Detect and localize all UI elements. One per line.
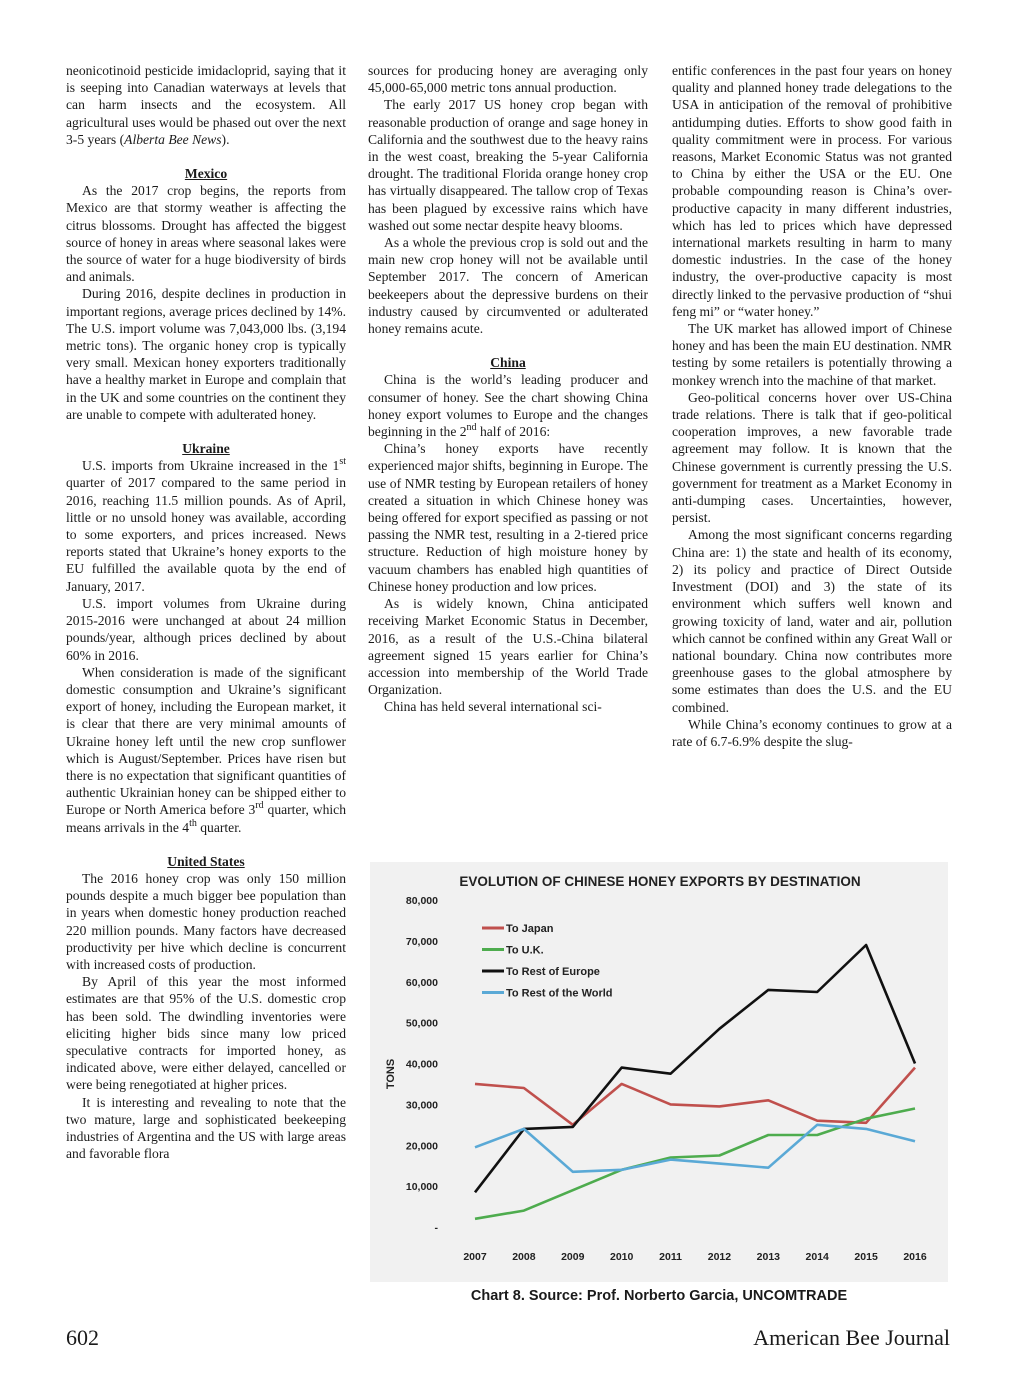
- page-number: 602: [66, 1325, 99, 1350]
- paragraph: It is interesting and revealing to note that the two mature, large and sophisticated beekeeping industries of Argentina and the US with large areas and favorable flora: [66, 1094, 346, 1162]
- y-tick-label: 80,000: [405, 895, 438, 907]
- section-heading-united-states: United States: [167, 853, 245, 869]
- series-line-to-rest-of-the-world: [475, 1125, 915, 1172]
- column-2: [368, 62, 648, 716]
- section-heading-ukraine: Ukraine: [182, 441, 230, 457]
- x-axis-ticks: [463, 1251, 927, 1263]
- paragraph: The 2016 honey crop was only 150 million pounds despite a much bigger bee population than in years when domestic honey production reached 220 million pounds. Many factors have decreased productivity per hive which decline is concurrent with increased costs of production.: [66, 870, 346, 972]
- x-tick-label: 2009: [561, 1251, 585, 1263]
- x-tick-label: 2012: [707, 1251, 732, 1263]
- x-tick-label: 2010: [609, 1251, 634, 1263]
- x-tick-label: 2014: [805, 1251, 829, 1263]
- section-heading-mexico: Mexico: [184, 166, 228, 182]
- y-tick-label: 50,000: [405, 1017, 438, 1030]
- legend: [482, 923, 613, 1000]
- y-tick-label: 10,000: [405, 1181, 438, 1194]
- series-line-to-japan: [475, 1068, 915, 1125]
- paragraph: entific conferences in the past four years on honey quality and planned honey trade delegations to the USA in anticipation of the removal of prohibitive antidumping duties. Efforts to show good faith in quality commitment were in process. For various reasons, Market Economic Status was not granted to China by either the USA or the EU. One probable compounding reason is China’s over-productive capacity in many different industries, which has led to prices which have depressed international markets resulting in harm to many domestic industries. In the case of the honey industry, the over-productive capacity is most directly linked to the pervasive production of “shui feng mi” or “water honey.”: [672, 63, 952, 319]
- column-3: [672, 62, 952, 750]
- paragraph: Among the most significant concerns regarding China are: 1) the state and health of its economy, 2) its policy and practice of Direct Outside Investment (DOI) and 3) the state of its environment which suffers well known and growing toxicity of land, water and air, pollution which cannot be confined within any Great Wall or national boundary. China now contributes more greenhouse gases to the global atmosphere by some estimates than does the U.S. and the EU combined.: [672, 527, 952, 715]
- x-tick-label: 2007: [463, 1251, 487, 1263]
- legend-label: To Rest of the World: [506, 987, 613, 1000]
- x-tick-label: 2011: [659, 1251, 682, 1263]
- line-chart: [370, 862, 948, 1282]
- series-line-to-u-k-: [475, 1109, 915, 1219]
- paragraph: sources for producing honey are averaging only 45,000-65,000 metric tons annual production.: [368, 63, 648, 96]
- journal-name: American Bee Journal: [753, 1325, 950, 1350]
- y-tick-label: 30,000: [405, 1099, 438, 1112]
- x-tick-label: 2008: [512, 1251, 536, 1263]
- y-axis-ticks: [406, 895, 439, 1234]
- paragraph: The early 2017 US honey crop began with reasonable production of orange and sage honey in California and the southwest due to the heavy rains in the west coast, breaking the 5-year California drought. The traditional Florida orange honey crop has virtually disappeared. The tallow crop of Texas has been plagued by excessive rains which have washed out some nectar despite heavy blooms.: [368, 97, 648, 233]
- paragraph: U.S. imports from Ukraine increased in the 1st quarter of 2017 compared to the same period in 2016, reaching 11.5 million pounds. As of April, little or no unsold honey was available, according to some exporters, and prices increased. News reports stated that Ukraine’s honey exports to the EU fulfilled the available quota by the end of January, 2017.: [66, 456, 346, 594]
- series-lines: [475, 945, 915, 1219]
- paragraph: By April of this year the most informed estimates are that 95% of the U.S. domestic crop has been sold. The dwindling inventories were eliciting higher bids since many low priced speculative contracts for imported honey, as indicated above, were either delayed, cancelled or were being renegotiated at higher prices.: [66, 974, 346, 1093]
- paragraph: The UK market has allowed import of Chinese honey and has been the main EU destination. NMR testing by some retailers is potentially throwing a monkey wrench into the machine of that market.: [672, 321, 952, 388]
- paragraph: U.S. import volumes from Ukraine during 2015-2016 were unchanged at about 24 million pounds/year, although prices declined by about 60% in 2016.: [66, 595, 346, 663]
- paragraph: neonicotinoid pesticide imidacloprid, saying that it is seeping into Canadian waterways at levels that can harm insects and the ecosystem. All agricultural uses would be phased out over the next 3-5 years (Alberta Bee News).: [66, 63, 346, 147]
- y-tick-label: 20,000: [405, 1140, 438, 1153]
- y-axis-label: TONS: [385, 1058, 397, 1090]
- y-tick-label: -: [434, 1222, 438, 1234]
- paragraph: As is widely known, China anticipated receiving Market Economic Status in December, 2016, as a result of the U.S.-China bilateral agreement signed 15 years earlier for China’s accession into membership of the World Trade Organization.: [368, 596, 648, 698]
- legend-label: To Rest of Europe: [506, 966, 600, 978]
- paragraph: As the 2017 crop begins, the reports from Mexico are that stormy weather is affecting the citrus blossoms. Drought has affected the biggest source of honey in areas where seasonal lakes were the source of water for a huge biodiversity of birds and animals.: [66, 183, 346, 285]
- x-tick-label: 2013: [756, 1251, 781, 1263]
- paragraph: While China’s economy continues to grow at a rate of 6.7-6.9% despite the slug-: [672, 716, 952, 749]
- paragraph: When consideration is made of the significant domestic consumption and Ukraine’s significant export of honey, including the European market, it is clear that there are very minimal amounts of Ukraine honey left until the new crop sunflower which is August/September. Prices have risen but there is no expectation that significant quantities of authentic Ukrainian honey can be shipped either to Europe or North America before 3rd quarter, which means arrivals in the 4th quarter.: [66, 664, 346, 835]
- paragraph: As a whole the previous crop is sold out and the main new crop honey will not be available until September 2017. The concern of American beekeepers about the depressive burdens on their industry caused by circumvented or adulterated honey remains acute.: [368, 235, 648, 337]
- paragraph: China’s honey exports have recently experienced major shifts, beginning in Europe. The use of NMR testing by European retailers of honey created a situation in which Chinese honey was being offered for export specified as passing or not passing the NMR test, resulting in a 2-tiered price structure. Reduction of high moisture honey by vacuum chambers has enabled high quantities of Chinese honey production and low prices.: [368, 441, 648, 594]
- section-heading-china: China: [490, 355, 526, 371]
- column-1: [66, 62, 346, 1162]
- chart-title: EVOLUTION OF CHINESE HONEY EXPORTS BY DESTINATION: [459, 874, 861, 889]
- chart-canvas: [370, 862, 948, 1282]
- y-tick-label: 40,000: [405, 1058, 438, 1071]
- y-tick-label: 60,000: [405, 976, 438, 989]
- x-tick-label: 2015: [854, 1251, 878, 1263]
- chart-caption: Chart 8. Source: Prof. Norberto Garcia, UNCOMTRADE: [470, 1288, 848, 1304]
- legend-label: To Japan: [506, 923, 554, 935]
- paragraph: China is the world’s leading producer and consumer of honey. See the chart showing China honey export volumes to Europe and the changes beginning in the 2nd half of 2016:: [368, 372, 648, 440]
- x-tick-label: 2016: [903, 1251, 927, 1263]
- paragraph: China has held several international sci-: [384, 699, 602, 715]
- y-tick-label: 70,000: [405, 935, 438, 948]
- paragraph: During 2016, despite declines in production in important regions, average prices declined by 14%. The U.S. import volume was 7,043,000 lbs. (3,194 metric tons). The organic honey crop is typically very small. Mexican honey exporters traditionally have a healthy market in Europe and complain that in the UK and some countries on the continent they are unable to compete with adulterated honey.: [66, 286, 346, 422]
- legend-label: To U.K.: [506, 944, 544, 957]
- paragraph: Geo-political concerns hover over US-China trade relations. There is talk that if geo-political cooperation improves, a new favorable trade agreement may follow. It is known that the Chinese government is currently pressing the U.S. government for treatment as a Market Economy in anti-dumping cases. Uncertainties, however, persist.: [672, 389, 952, 526]
